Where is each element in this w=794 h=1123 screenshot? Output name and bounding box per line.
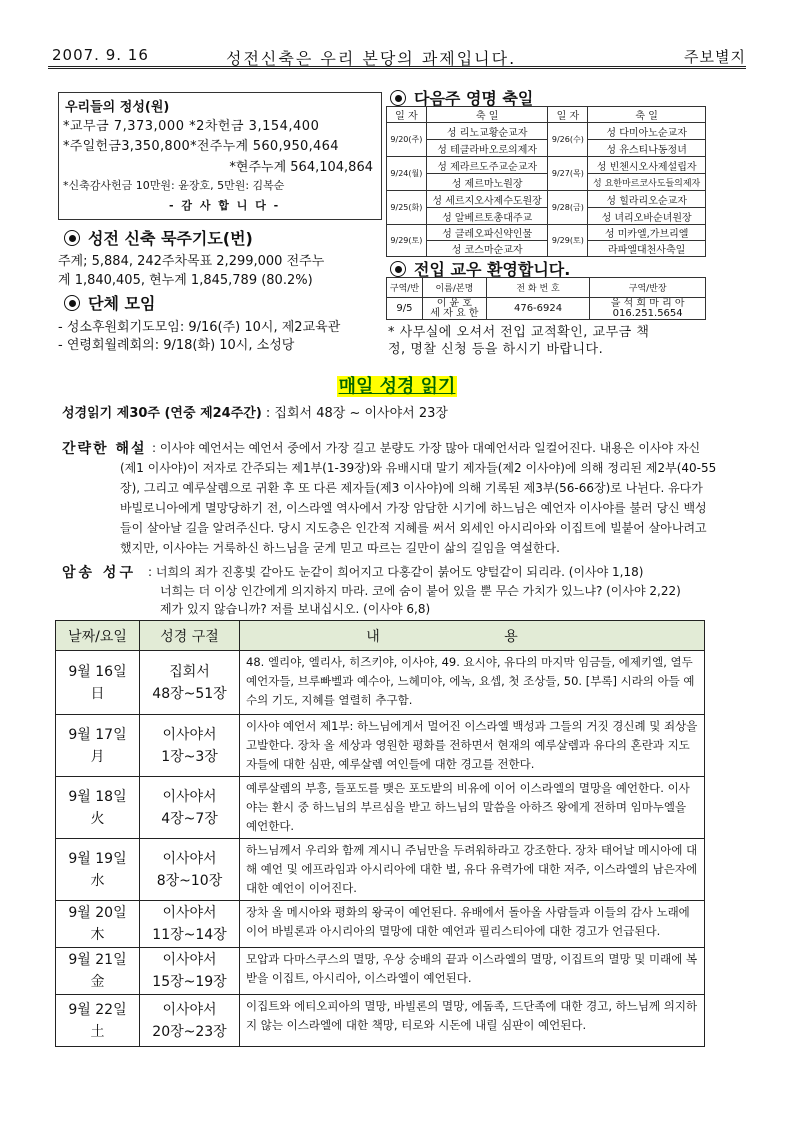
feast-date: 9/29(토) bbox=[387, 225, 427, 257]
plan-date-cell bbox=[56, 777, 140, 839]
feast-date: 9/20(주) bbox=[387, 123, 427, 157]
offering-line-2: *주일헌금3,350,800*전주누계 560,950,464 bbox=[63, 139, 339, 154]
plan-header-date: 날짜/요일 bbox=[56, 621, 140, 651]
table-row bbox=[56, 995, 705, 1047]
feast-saint: 성 제르마노원장 bbox=[426, 174, 548, 191]
newcomer-note-1: * 사무실에 오셔서 전입 교적확인, 교무금 책 bbox=[388, 325, 650, 340]
feast-header: 일 자 bbox=[548, 107, 588, 123]
newcomer-phone: 476-6924 bbox=[486, 298, 590, 320]
plan-chapters: 8장~10장 bbox=[156, 872, 223, 889]
newcomer-name-2: 세 자 요 한 bbox=[430, 307, 479, 319]
group-title: 단체 모임 bbox=[88, 294, 156, 313]
feast-saint: 성 요한마르코사도들의제자 bbox=[588, 174, 706, 191]
newcomer-table bbox=[386, 277, 706, 320]
plan-verse-cell bbox=[140, 777, 240, 839]
plan-chapters: 20장~23장 bbox=[152, 1023, 227, 1040]
plan-dow: 土 bbox=[90, 1023, 105, 1040]
offering-line-3: *현주누계 564,104,864 bbox=[229, 160, 373, 175]
plan-date-cell bbox=[56, 901, 140, 948]
offering-line-1: *교무금 7,373,000 *2차헌금 3,154,400 bbox=[63, 119, 320, 134]
verse-line-3: 제가 있지 않습니까? 저를 보내십시오. (이사야 6,8) bbox=[160, 602, 431, 616]
newcomer-name-1: 이 윤 호 bbox=[436, 297, 473, 309]
group-line-1: - 성소후원회기도모임: 9/16(주) 10시, 제2교육관 bbox=[58, 320, 341, 335]
plan-content: 이사야 예언서 제1부: 하느님에게서 멀어진 이스라엘 백성과 그들의 거짓 경신례 및 죄상을 고발한다. 장차 올 세상과 영원한 평화를 전하면서 현재의 예루살렘과 유다의 혼란과 지도자들에 대한 심판, 예루살렘 여인들에 대한 경고를 전한다. bbox=[240, 715, 705, 777]
feast-saint: 성 코스마순교자 bbox=[426, 241, 548, 257]
feast-saint: 성 테클라바오로의제자 bbox=[426, 140, 548, 157]
plan-chapters: 15장~19장 bbox=[152, 974, 227, 990]
bullet-circle-icon bbox=[64, 230, 80, 246]
feast-saint: 성 녀리오바순녀원장 bbox=[588, 208, 706, 225]
feast-date: 9/29(토) bbox=[548, 225, 588, 257]
plan-chapters: 11장~14장 bbox=[152, 927, 227, 943]
feast-saint: 성 유스티나동정녀 bbox=[588, 140, 706, 157]
explain-label: 간략한 해설 bbox=[62, 441, 147, 457]
page-header bbox=[48, 40, 746, 69]
plan-date: 9월 17일 bbox=[68, 726, 127, 743]
offering-line-4: *신축감사헌금 10만원: 윤장호, 5만원: 김복순 bbox=[63, 179, 285, 192]
feast-saint: 성 클레오파신약인물 bbox=[426, 225, 548, 241]
bullet-circle-icon bbox=[390, 261, 406, 277]
explain-line-3: 장), 그리고 예루살렘으로 귀환 후 또 다른 제자들(제3 이사야)에 의해 기록된 제3부(56-66장)로 나뉜다. 유다가 bbox=[120, 481, 703, 495]
verse-line-2: 너희는 더 이상 인간에게 의지하지 마라. 코에 숨이 붙어 있을 뿐 무슨 가치가 있느냐? (이사야 2,22) bbox=[160, 584, 681, 598]
plan-date-cell bbox=[56, 839, 140, 901]
feast-saint: 성 리노교황순교자 bbox=[426, 123, 548, 140]
plan-date-cell bbox=[56, 715, 140, 777]
table-row bbox=[56, 901, 705, 948]
feast-table bbox=[386, 106, 706, 257]
offering-thanks: - 감 사 합 니 다 - bbox=[169, 199, 281, 212]
header-date: 2007. 9. 16 bbox=[52, 46, 149, 64]
feast-saint: 성 힐라리오순교자 bbox=[588, 191, 706, 208]
newcomer-leader bbox=[590, 298, 706, 320]
plan-chapters: 1장~3장 bbox=[161, 748, 218, 765]
table-row bbox=[56, 651, 705, 715]
plan-verse-cell bbox=[140, 948, 240, 995]
plan-chapters: 4장~7장 bbox=[161, 810, 218, 827]
table-row bbox=[56, 715, 705, 777]
plan-verse-cell bbox=[140, 901, 240, 948]
feast-date: 9/28(금) bbox=[548, 191, 588, 225]
feast-saint: 성 빈첸시오사제설립자 bbox=[588, 157, 706, 174]
plan-date: 9월 20일 bbox=[68, 905, 127, 921]
plan-date-cell bbox=[56, 651, 140, 715]
prayer-line-2: 계 1,840,405, 현누계 1,845,789 (80.2%) bbox=[58, 273, 313, 288]
reading-week-label: 성경읽기 제30주 (연중 제24주간) bbox=[62, 406, 262, 421]
table-row bbox=[56, 948, 705, 995]
newcomer-name bbox=[422, 298, 486, 320]
header-slogan: 성전신축은 우리 본당의 과제입니다. bbox=[226, 49, 517, 68]
reading-plan-table bbox=[55, 620, 705, 1047]
explain-line-6: 했지만, 이사야는 거룩하신 하느님을 굳게 믿고 따르는 길만이 삶의 길임을 역설한다. bbox=[120, 541, 560, 555]
plan-header-content: 내 용 bbox=[240, 621, 705, 651]
prayer-line-1: 주계; 5,884, 242주차목표 2,299,000 전주누 bbox=[58, 254, 325, 269]
plan-header-verse: 성경 구절 bbox=[140, 621, 240, 651]
plan-content: 이집트와 에티오피아의 멸망, 바빌론의 멸망, 에돔족, 드단족에 대한 경고, 하느님께 의지하지 않는 이스라엘에 대한 책망, 티로와 시돈에 내릴 심판이 예언된다. bbox=[240, 995, 705, 1047]
feast-header: 일 자 bbox=[387, 107, 427, 123]
plan-date: 9월 21일 bbox=[68, 952, 127, 968]
newcomer-leader-2: 016.251.5654 bbox=[612, 307, 683, 319]
feast-saint: 성 알베르토총대주교 bbox=[426, 208, 548, 225]
plan-dow: 火 bbox=[90, 810, 105, 827]
feast-saint: 성 제라르도주교순교자 bbox=[426, 157, 548, 174]
explain-line-2: (제1 이사야)이 저자로 간주되는 제1부(1-39장)와 유배시대 말기 제자들(제2 이사야)에 의해 정리된 제2부(40-55 bbox=[120, 461, 717, 475]
offering-title: 우리들의 정성(원) bbox=[65, 100, 170, 115]
newcomer-area: 9/5 bbox=[387, 298, 423, 320]
plan-content: 48. 엘리야, 엘리사, 히즈키야, 이사야, 49. 요시야, 유다의 마지막 임금들, 에제키엘, 열두 예언자들, 브루빠벨과 예수아, 느헤미야, 에녹, 요셉, 첫 조상들, 50. [부록] 시라의 아들 예수의 기도, 지혜를 열렬히 추구함. bbox=[240, 651, 705, 715]
feast-header: 축 일 bbox=[588, 107, 706, 123]
feast-saint: 성 세르지오사제수도원장 bbox=[426, 191, 548, 208]
plan-verse-cell bbox=[140, 839, 240, 901]
bullet-circle-icon bbox=[390, 90, 406, 106]
bullet-circle-icon bbox=[64, 295, 80, 311]
plan-date: 9월 19일 bbox=[68, 850, 127, 867]
newcomer-title: 전입 교우 환영합니다. bbox=[414, 260, 571, 279]
newcomer-note-2: 정, 명찰 신청 등을 하시기 바랍니다. bbox=[388, 342, 604, 357]
feast-saint: 성 다미아노순교자 bbox=[588, 123, 706, 140]
plan-verse-cell bbox=[140, 715, 240, 777]
plan-dow: 日 bbox=[90, 685, 105, 702]
verse-label: 암송 성구 bbox=[62, 565, 136, 581]
plan-dow: 月 bbox=[90, 748, 105, 765]
newcomer-header: 구역/반장 bbox=[590, 278, 706, 298]
offering-box bbox=[58, 92, 382, 220]
plan-date-cell bbox=[56, 948, 140, 995]
plan-content: 장차 올 메시아와 평화의 왕국이 예언된다. 유배에서 돌아올 사람들과 이들의 감사 노래에 이어 바빌론과 아시리아의 멸망에 대한 예언과 필리스티아에 대한 경고가 언급된다. bbox=[240, 901, 705, 948]
feast-date: 9/25(화) bbox=[387, 191, 427, 225]
explain-line-1: : 이사야 예언서는 예언서 중에서 가장 길고 분량도 가장 많아 대예언서라 일컬어진다. 내용은 이사야 자신 bbox=[152, 441, 701, 455]
newcomer-leader-1: 을 석 희 마 리 아 bbox=[610, 297, 685, 309]
plan-book: 집회서 bbox=[169, 663, 210, 680]
plan-verse-cell bbox=[140, 651, 240, 715]
plan-chapters: 48장~51장 bbox=[152, 685, 227, 702]
plan-dow: 水 bbox=[90, 872, 105, 889]
explain-line-4: 바빌로니아에게 멸망당하기 전, 이스라엘 역사에서 가장 암담한 시기에 하느님은 예언자 이사야를 불러 당신 백성 bbox=[120, 501, 707, 515]
feast-title: 다음주 영명 축일 bbox=[414, 89, 534, 108]
plan-verse-cell bbox=[140, 995, 240, 1047]
plan-book: 이사야서 bbox=[162, 788, 217, 805]
plan-date-cell bbox=[56, 995, 140, 1047]
plan-book: 이사야서 bbox=[162, 952, 217, 968]
plan-book: 이사야서 bbox=[162, 726, 217, 743]
explain-line-5: 들이 살아날 길을 알려주신다. 당시 지도층은 인간적 지혜를 써서 외세인 아시리아와 이집트에 빌붙어 살아나려고 bbox=[120, 521, 707, 535]
feast-date: 9/26(수) bbox=[548, 123, 588, 157]
newcomer-header: 전 화 번 호 bbox=[486, 278, 590, 298]
feast-date: 9/27(목) bbox=[548, 157, 588, 191]
group-heading bbox=[64, 291, 155, 314]
newcomer-header: 이름/본명 bbox=[422, 278, 486, 298]
plan-date: 9월 18일 bbox=[68, 788, 127, 805]
table-row bbox=[56, 777, 705, 839]
reading-week-range: : 집회서 48장 ~ 이사야서 23장 bbox=[265, 406, 448, 421]
feast-saint: 라파엘대천사축일 bbox=[588, 241, 706, 257]
plan-book: 이사야서 bbox=[162, 905, 217, 921]
prayer-heading bbox=[64, 226, 253, 249]
plan-book: 이사야서 bbox=[162, 850, 217, 867]
plan-dow: 金 bbox=[90, 974, 105, 990]
plan-content: 하느님께서 우리와 함께 계시니 주님만을 두려워하라고 강조한다. 장차 태어날 메시아에 대해 예언 및 에프라임과 아시리아에 대한 벌, 유다 유력가에 대한 저주, 이스라엘의 남은자에 대한 예언이 이어진다. bbox=[240, 839, 705, 901]
feast-saint: 성 미카엘,가브리엘 bbox=[588, 225, 706, 241]
reading-week bbox=[62, 402, 448, 421]
plan-dow: 木 bbox=[90, 927, 105, 943]
verse-line-1: : 너희의 죄가 진홍빛 같아도 눈같이 희어지고 다홍같이 붉어도 양털같이 되리라. (이사야 1,18) bbox=[148, 565, 644, 579]
newcomer-header: 구역/반 bbox=[387, 278, 423, 298]
plan-book: 이사야서 bbox=[162, 1001, 217, 1018]
plan-date: 9월 22일 bbox=[68, 1001, 127, 1018]
group-line-2: - 연령회월례회의: 9/18(화) 10시, 소성당 bbox=[58, 338, 295, 353]
plan-content: 예루살렘의 부흥, 들포도를 맺은 포도밭의 비유에 이어 이스라엘의 멸망을 예언한다. 이사야는 환시 중 하느님의 부르심을 받고 하느님의 말씀을 아하즈 왕에게 전하며 임마누엘을 예언한다. bbox=[240, 777, 705, 839]
plan-content: 모압과 다마스쿠스의 멸망, 우상 숭배의 끝과 이스라엘의 멸망, 이집트의 멸망 및 미래에 복받을 이집트, 아시리아, 이스라엘이 예언된다. bbox=[240, 948, 705, 995]
plan-date: 9월 16일 bbox=[68, 663, 127, 680]
feast-date: 9/24(월) bbox=[387, 157, 427, 191]
feast-header: 축 일 bbox=[426, 107, 548, 123]
header-label: 주보별지 bbox=[684, 48, 746, 66]
prayer-title: 성전 신축 묵주기도(번) bbox=[88, 229, 253, 248]
reading-title: 매일 성경 읽기 bbox=[338, 376, 456, 397]
table-row bbox=[56, 839, 705, 901]
